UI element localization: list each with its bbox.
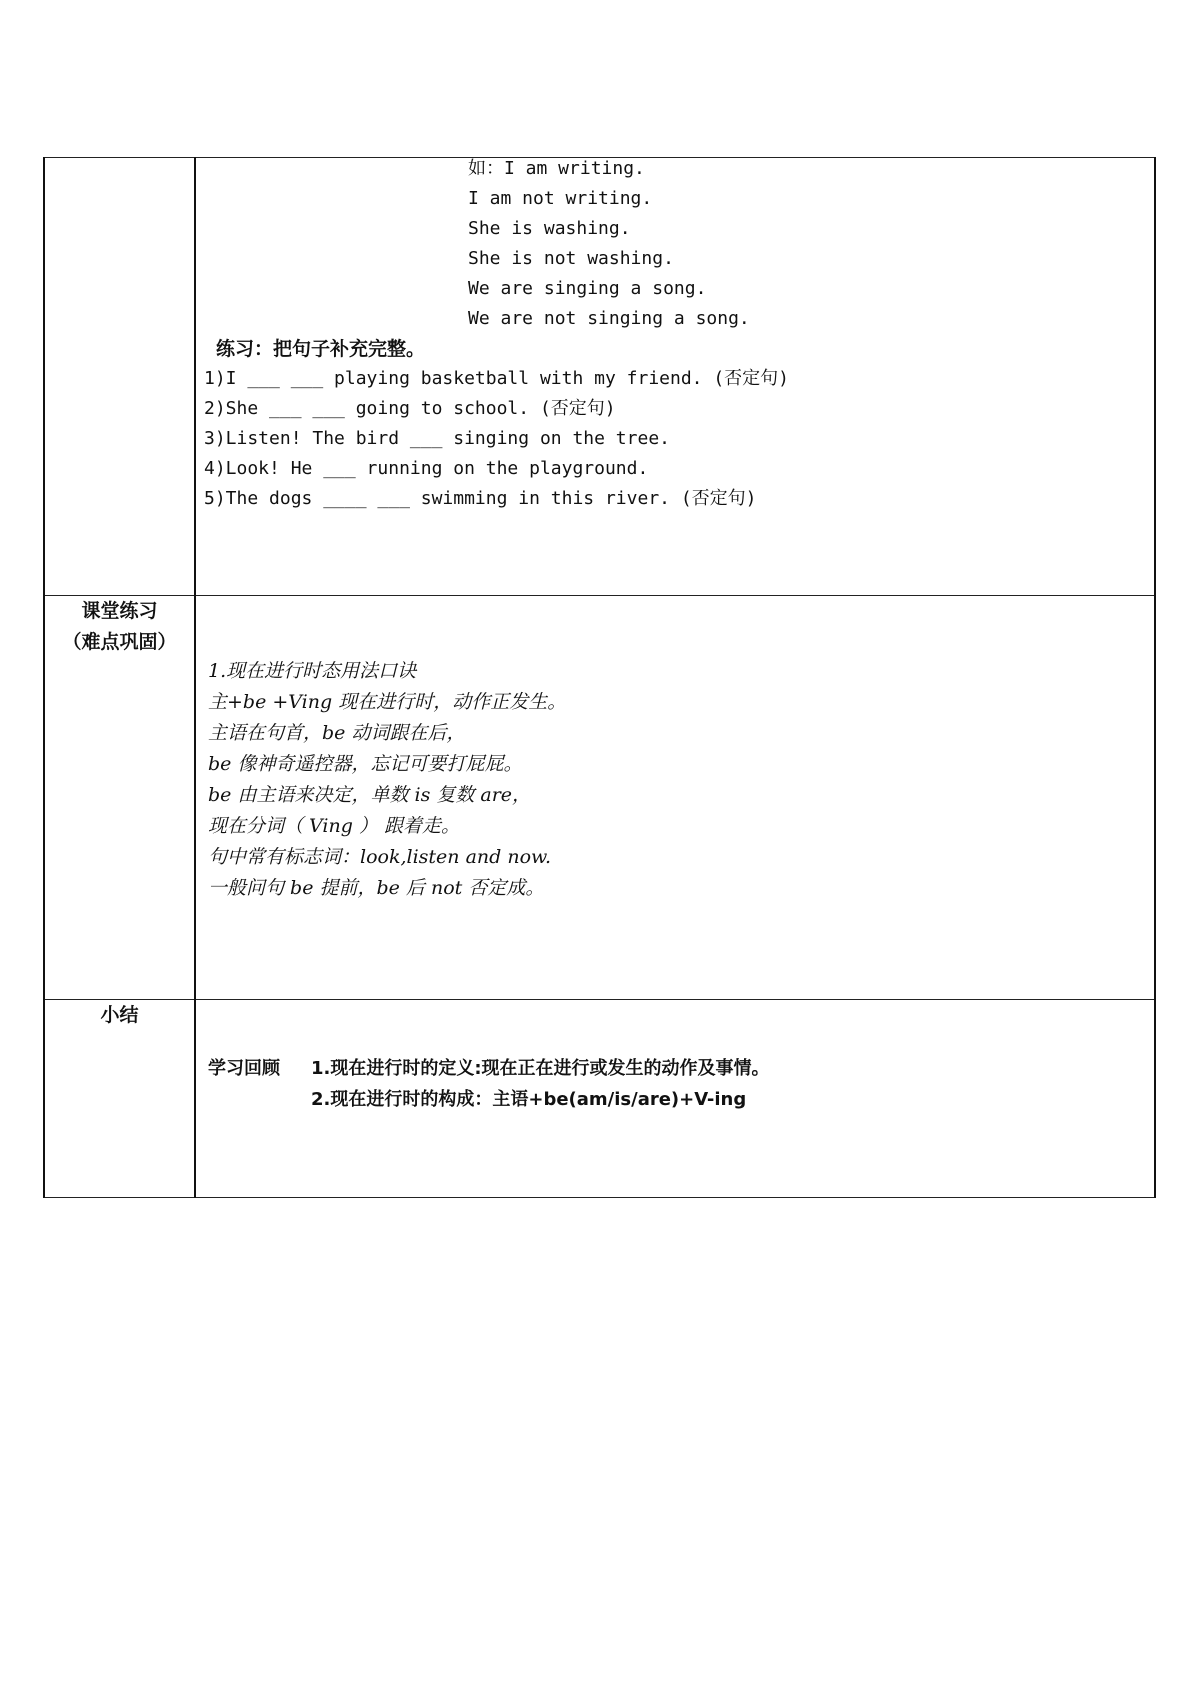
row-label [45, 596, 194, 658]
rhyme-line: be 由主语来决定，单数 is 复数 are， [208, 784, 532, 806]
summary-point: 2.现在进行时的构成：主语+be(am/is/are)+V-ing [311, 1089, 747, 1110]
table-row [44, 596, 1155, 1000]
rhyme-line: be 像神奇遥控器，忘记可要打屁屁。 [208, 753, 523, 775]
examples-cell [195, 158, 1155, 596]
exercise-title: 练习：把句子补充完整。 [216, 338, 426, 360]
row-label-line: 小结 [100, 1004, 139, 1026]
rhyme-line: 主+be +Ving 现在进行时，动作正发生。 [208, 691, 567, 713]
row-label-cell [44, 596, 195, 1000]
rhyme-line: 现在分词（ Ving ） 跟着走。 [208, 815, 460, 837]
row-label-cell [44, 1000, 195, 1198]
example-line: We are singing a song. [468, 278, 707, 299]
row-label [45, 1000, 194, 1031]
example-line: I am not writing. [468, 188, 653, 209]
row-label-line: 课堂练习 [81, 600, 158, 622]
exercise-item: 4)Look! He ___ running on the playground. [204, 458, 649, 479]
review-label: 学习回顾 [208, 1058, 280, 1079]
example-line: 如：I am writing. [468, 158, 645, 179]
row-label-line: （难点巩固） [62, 631, 177, 653]
row-label-empty [44, 158, 195, 596]
rhyme-line: 1.现在进行时态用法口诀 [208, 660, 417, 682]
exercise-item: 2)She ___ ___ going to school. (否定句) [204, 398, 616, 419]
exercise-item: 5)The dogs ____ ___ swimming in this river. (否定句) [204, 488, 757, 509]
rhyme-line: 句中常有标志词：look,listen and now. [208, 846, 552, 868]
table-row [44, 158, 1155, 596]
rhyme-cell [195, 596, 1155, 1000]
summary-point: 1.现在进行时的定义:现在正在进行或发生的动作及事情。 [311, 1058, 770, 1079]
summary-cell [195, 1000, 1155, 1198]
example-line: We are not singing a song. [468, 308, 750, 329]
example-line: She is not washing. [468, 248, 674, 269]
rhyme-line: 一般问句 be 提前，be 后 not 否定成。 [208, 877, 545, 899]
exercise-item: 1)I ___ ___ playing basketball with my friend. (否定句) [204, 368, 790, 389]
rhyme-line: 主语在句首，be 动词跟在后， [208, 722, 466, 744]
lesson-table [43, 157, 1156, 1198]
exercise-item: 3)Listen! The bird ___ singing on the tree. [204, 428, 670, 449]
table-row [44, 1000, 1155, 1198]
example-line: She is washing. [468, 218, 631, 239]
